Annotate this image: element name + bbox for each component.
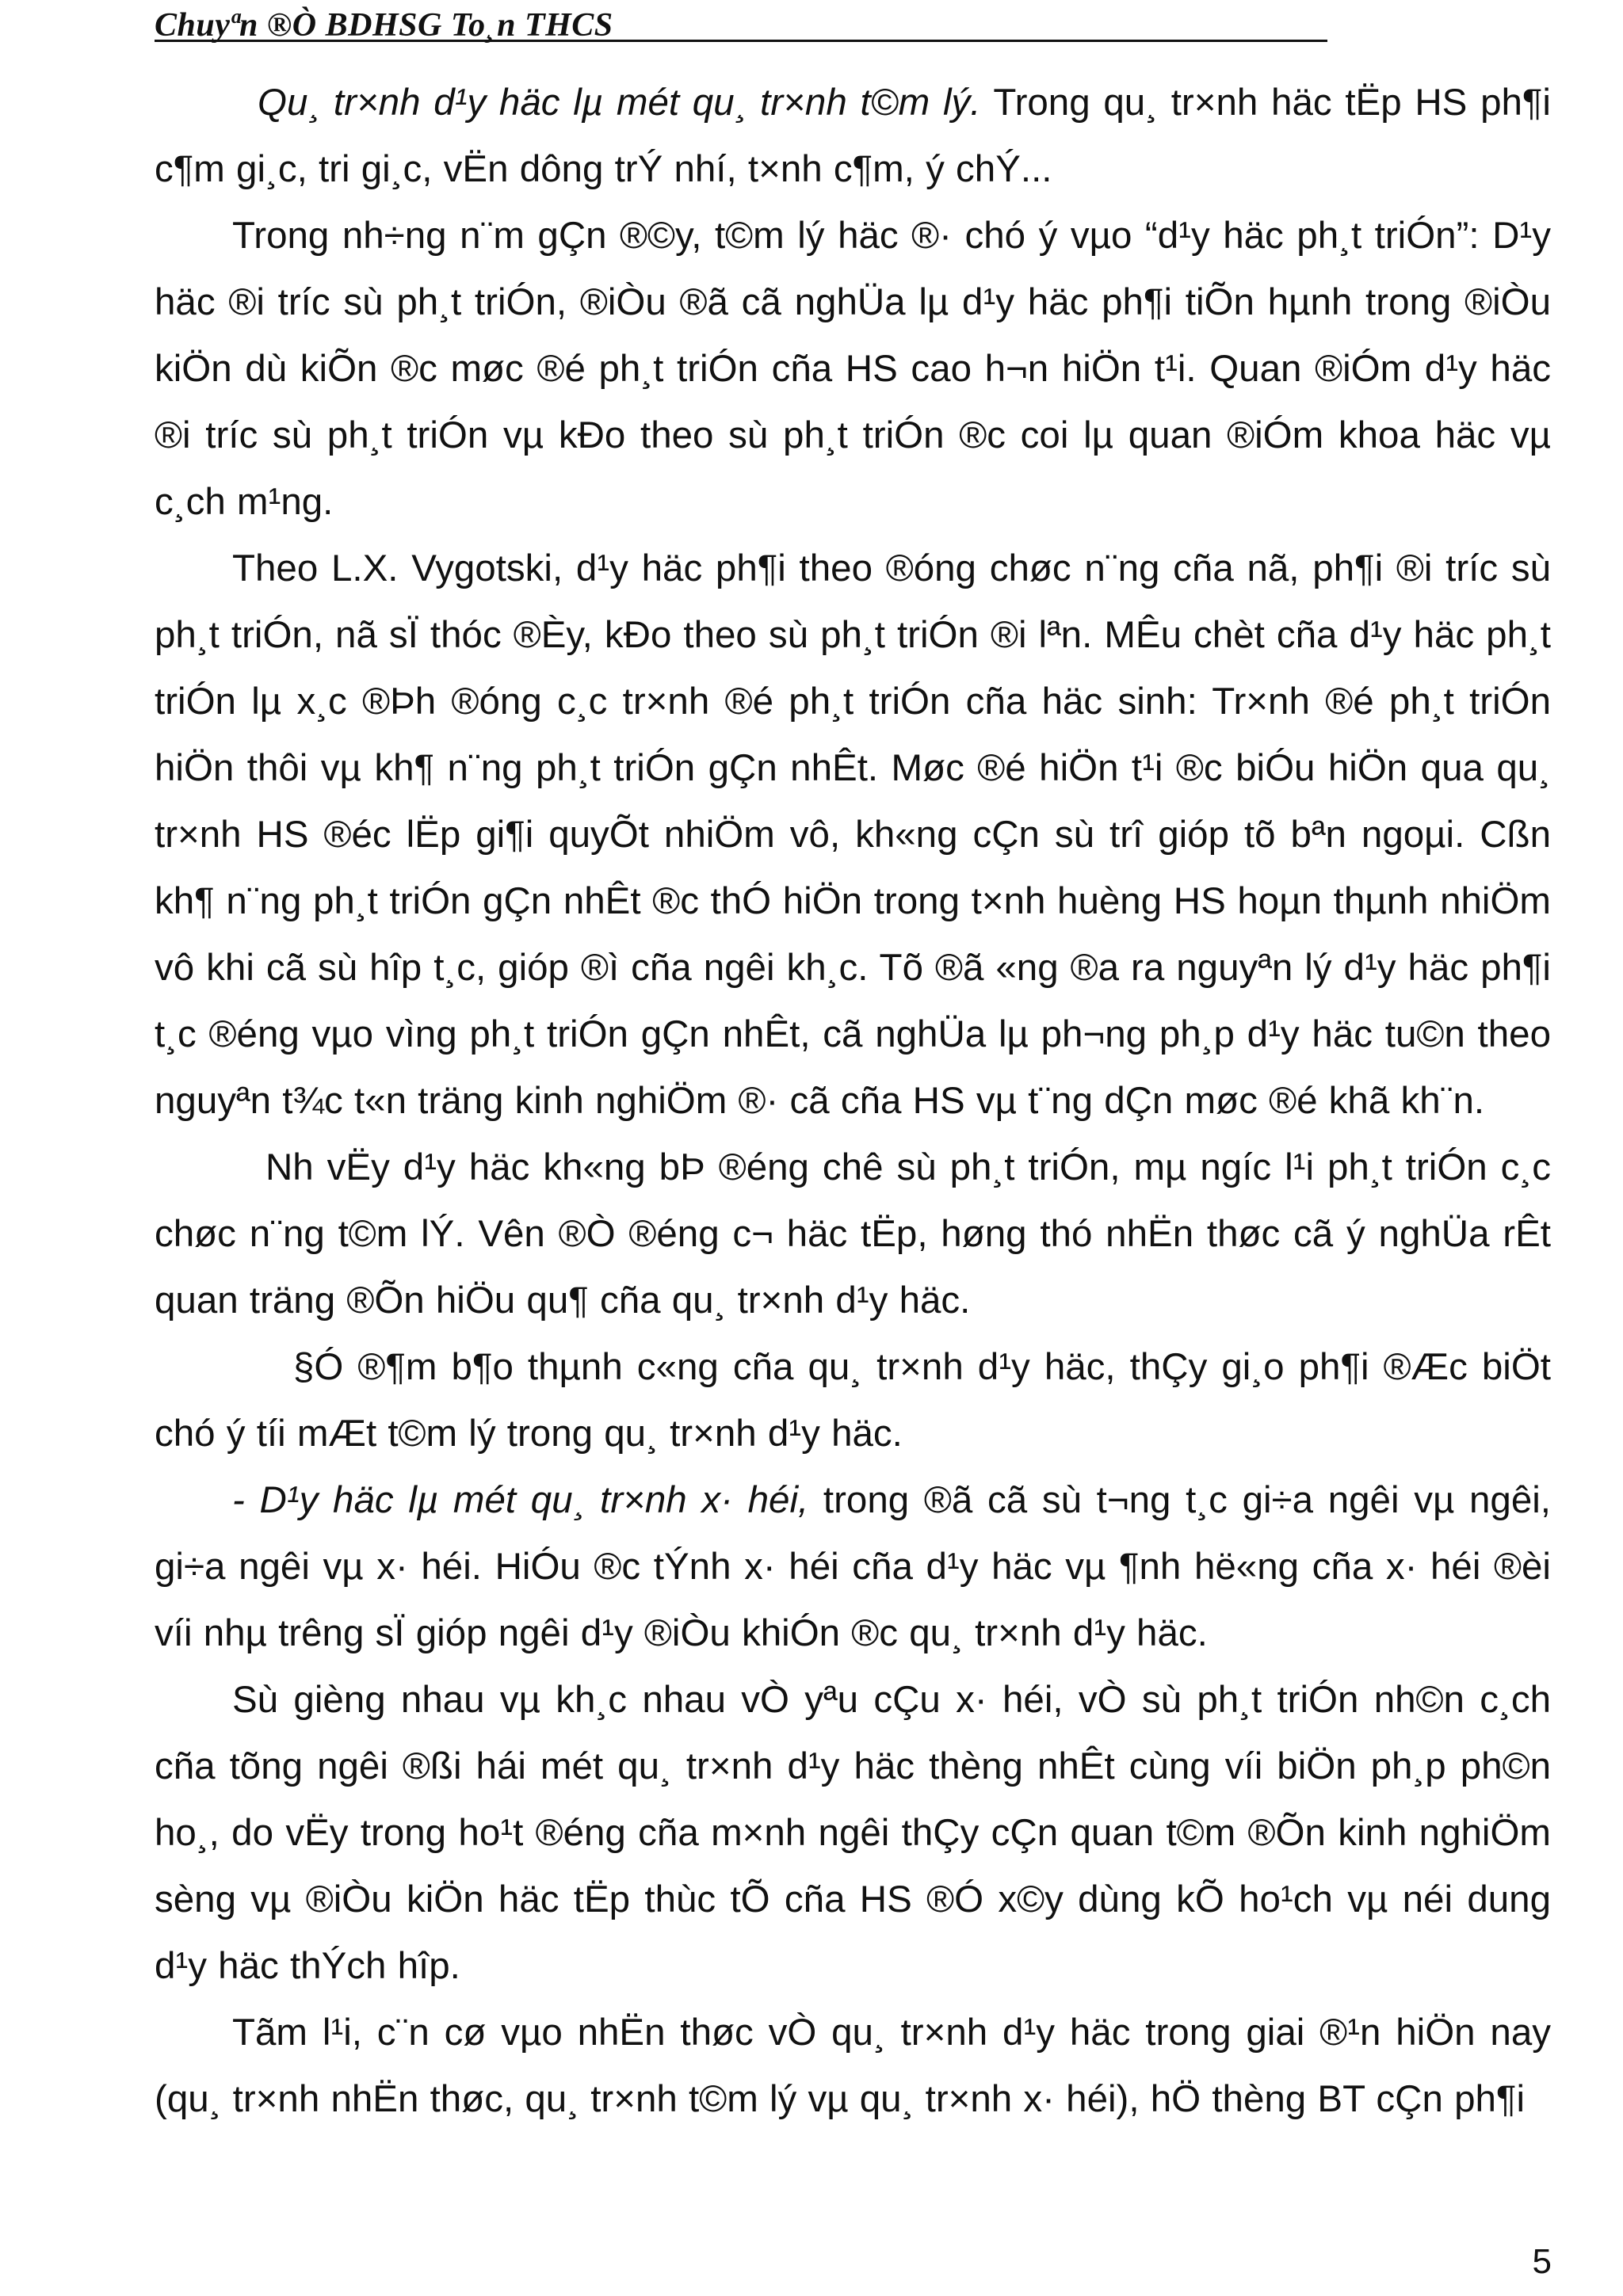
paragraph-vygotski: Theo L.X. Vygotski, d¹y häc ph¶i theo ®óng chøc n¨ng cña nã, ph¶i ®i tríc sù ph¸t triÓn, nã sÏ thóc ®Èy, kÐo theo sù ph¸t triÓn ®i lªn. MÊu chèt cña d¹y häc ph¸t triÓn lµ x¸c ®Þh ®óng c¸c tr×nh ®é ph¸t triÓn cña häc sinh: Tr×nh ®é ph¸t triÓn hiÖn thôi vµ kh¶ n¨ng ph¸t triÓn gÇn nhÊt. Møc ®é hiÖn t¹i ®c biÓu hiÖn qua qu¸ tr×nh HS ®éc lËp gi¶i quyÕt nhiÖm vô, kh«ng cÇn sù trî gióp tõ bªn ngoµi. Cßn kh¶ n¨ng ph¸t triÓn gÇn nhÊt ®c thÓ hiÖn trong t×nh huèng HS hoµn thµnh nhiÖm vô khi cã sù hîp t¸c, gióp ®ì cña ngêi kh¸c. Tõ ®ã «ng ®a ra nguyªn lý d¹y häc ph¶i t¸c ®éng vµo vìng ph¸t triÓn gÇn nhÊt, cã nghÜa lµ ph¬ng ph¸p d¹y häc tu©n theo nguyªn t¾c t«n träng kinh nghiÖm ®· cã cña HS vµ t¨ng dÇn møc ®é khã kh¨n. [155, 547, 1551, 1122]
paragraph-social-process [155, 1467, 1551, 1667]
header-title: Chuyªn ®Ò BDHSG To¸n THCS [155, 7, 613, 44]
paragraph-text: trong ®ã cã sù t¬ng t¸c gi÷a ngêi vµ ngêi, gi÷a ngêi vµ x· héi. HiÓu ®c tÝnh x· héi cña d¹y häc vµ ¶nh hë«ng cña x· héi ®èi víi nhµ trêng sÏ gióp ngêi d¹y ®iÒu khiÓn ®c qu¸ tr×nh d¹y häc. [155, 1479, 1551, 1654]
page-number: 5 [1532, 2242, 1552, 2281]
emphasis-text: Qu¸ tr×nh d¹y häc lµ mét qu¸ tr×nh t©m lý. [258, 82, 981, 124]
paragraph-summary: Tãm l¹i, c¨n cø vµo nhËn thøc vÒ qu¸ tr×nh d¹y häc trong giai ®¹n hiÖn nay (qu¸ tr×nh nhËn thøc, qu¸ tr×nh t©m lý vµ qu¸ tr×nh x· héi), hÖ thèng BT cÇn ph¶i [155, 2012, 1551, 2120]
emphasis-text: - D¹y häc lµ mét qu¸ tr×nh x· héi, [232, 1479, 809, 1521]
body-text [155, 70, 1551, 2133]
paragraph-motivation: Nh vËy d¹y häc kh«ng bÞ ®éng chê sù ph¸t triÓn, mµ ngíc l¹i ph¸t triÓn c¸c chøc n¨ng t©m lÝ. Vên ®Ò ®éng c¬ häc tËp, høng thó nhËn thøc cã ý nghÜa rÊt quan träng ®Õn hiÖu qu¶ cña qu¸ tr×nh d¹y häc. [155, 1146, 1551, 1322]
paragraph-developmental-teaching: Trong nh÷ng n¨m gÇn ®©y, t©m lý häc ®· chó ý vµo “d¹y häc ph¸t triÓn”: D¹y häc ®i tríc sù ph¸t triÓn, ®iÒu ®ã cã nghÜa lµ d¹y häc ph¶i tiÕn hµnh trong ®iÒu kiÖn dù kiÕn ®c møc ®é ph¸t triÓn cña HS cao h¬n hiÖn t¹i. Quan ®iÓm d¹y häc ®i tríc sù ph¸t triÓn vµ kÐo theo sù ph¸t triÓn ®c coi lµ quan ®iÓm khoa häc vµ c¸ch m¹ng. [155, 215, 1551, 523]
paragraph-text: Trong qu¸ tr×nh häc tËp HS ph¶i c¶m gi¸c, tri gi¸c, vËn dông trÝ nhí, t×nh c¶m, ý chÝ... [155, 82, 1551, 190]
paragraph-learning-psychology [155, 70, 1551, 203]
paragraph-differentiation: Sù gièng nhau vµ kh¸c nhau vÒ yªu cÇu x· héi, vÒ sù ph¸t triÓn nh©n c¸ch cña tõng ngêi ®ßi hái mét qu¸ tr×nh d¹y häc thèng nhÊt cùng víi biÖn ph¸p ph©n ho¸, do vËy trong ho¹t ®éng cña m×nh ngêi thÇy cÇn quan t©m ®Õn kinh nghiÖm sèng vµ ®iÒu kiÖn häc tËp thùc tÕ cña HS ®Ó x©y dùng kÕ ho¹ch vµ néi dung d¹y häc thÝch hîp. [155, 1679, 1551, 1987]
paragraph-teacher-attention: §Ó ®¶m b¶o thµnh c«ng cña qu¸ tr×nh d¹y häc, thÇy gi¸o ph¶i ®Æc biÖt chó ý tíi mÆt t©m lý trong qu¸ tr×nh d¹y häc. [155, 1346, 1551, 1455]
page-header [155, 5, 1327, 42]
